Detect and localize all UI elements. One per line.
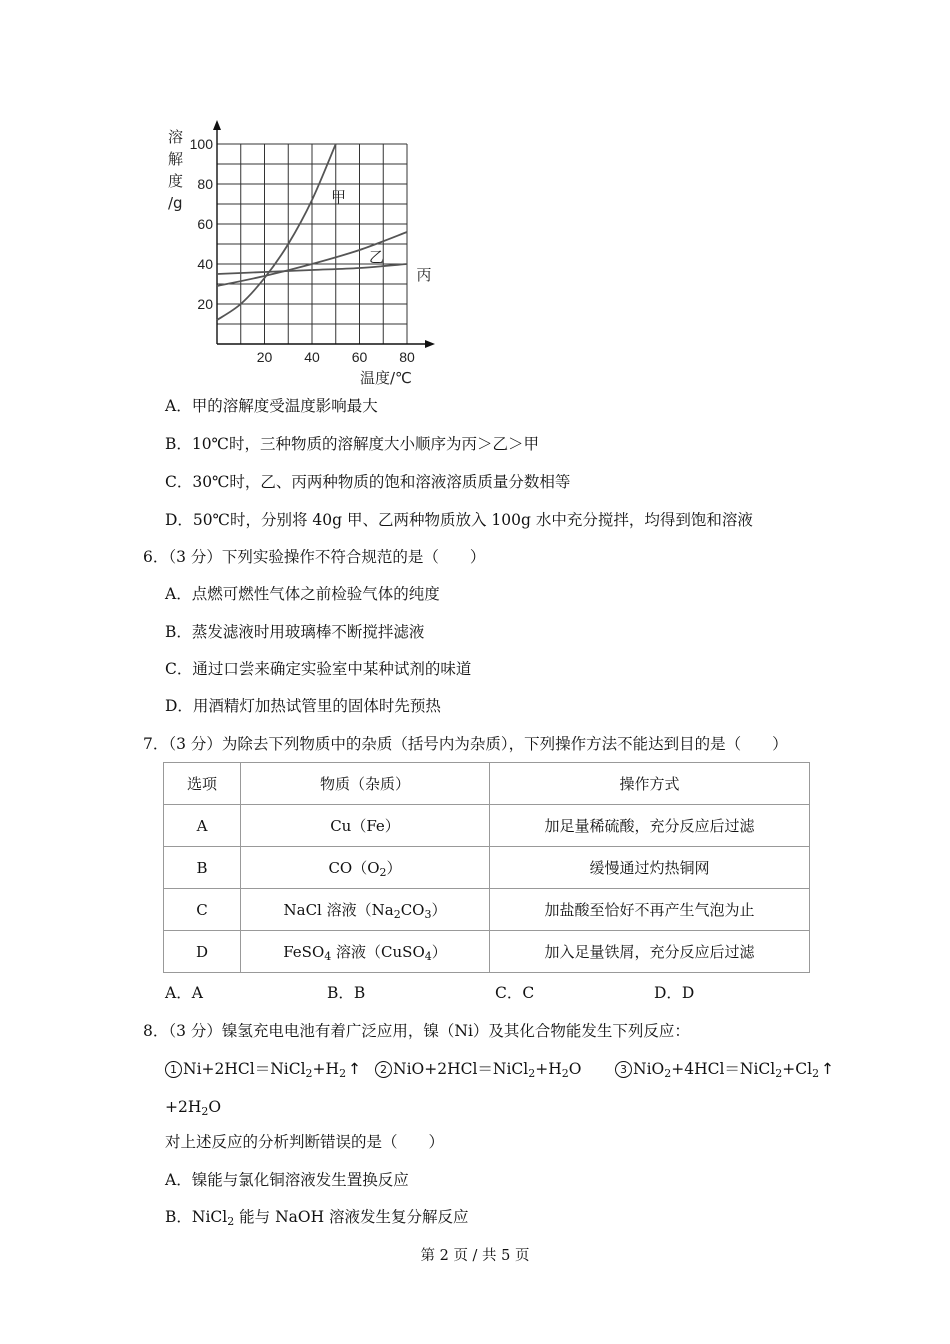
x-tick-label: 60: [351, 349, 368, 365]
q7-answer-a: A．A: [165, 984, 203, 1002]
y-axis-label: [168, 128, 183, 212]
q6-option-d: D．用酒精灯加热试管里的固体时先预热: [165, 697, 441, 715]
table-cell-method: 缓慢通过灼热铜网: [490, 847, 810, 889]
q8-reaction-3: 3 $NiO_2+4HCl=NiCl_2+Cl_2$ ↑: [615, 1059, 834, 1079]
y-axis-arrow-icon: [213, 120, 221, 130]
table-row: [164, 889, 810, 931]
table-cell-method: 加足量稀硫酸，充分反应后过滤: [490, 805, 810, 847]
y-axis-label-char: 解: [168, 150, 184, 168]
circled-number: 3: [615, 1061, 632, 1078]
q7-stem: 7．（3 分）为除去下列物质中的杂质（括号内为杂质），下列操作方法不能达到目的是（ ）: [143, 735, 788, 753]
solubility-chart: [160, 118, 450, 388]
q6-stem: 6．（3 分）下列实验操作不符合规范的是（ ）: [143, 548, 486, 566]
table-row: [164, 805, 810, 847]
q5-option-b: B．10℃时，三种物质的溶解度大小顺序为丙＞乙＞甲: [165, 435, 539, 453]
q7-answer-c: C．C: [495, 984, 535, 1002]
q8-reaction-2: 2 $NiO+2HCl=NiCl_2+H_2O$: [375, 1059, 581, 1079]
series-label: 甲: [331, 188, 347, 206]
y-tick-label: 100: [189, 136, 213, 152]
table-cell-method: 加入足量铁屑，充分反应后过滤: [490, 931, 810, 973]
x-tick-label: 20: [256, 349, 273, 365]
table-header-row: [164, 763, 810, 805]
table-cell-option: C: [164, 889, 241, 931]
gas-arrow-icon: ↑: [821, 1060, 835, 1078]
gas-arrow-icon: ↑: [348, 1060, 362, 1078]
table-header: 选项: [164, 763, 241, 805]
series-label: 乙: [369, 248, 385, 266]
table-header: 操作方式: [490, 763, 810, 805]
q5-option-d: D．50℃时，分别将 40g 甲、乙两种物质放入 100g 水中充分搅拌，均得到饱和溶液: [165, 511, 753, 529]
series-line-甲: [217, 144, 336, 320]
q8-reaction-3-cont: $+2H_2O$: [165, 1098, 222, 1118]
y-axis-label-char: /g: [168, 194, 183, 212]
page-footer: 第 2 页 / 共 5 页: [420, 1248, 530, 1264]
q5-option-a: A．甲的溶解度受温度影响最大: [165, 397, 378, 415]
table-cell-option: A: [164, 805, 241, 847]
y-tick-label: 40: [197, 256, 213, 272]
y-axis-label-char: 溶: [168, 128, 184, 146]
q8-reaction-1: 1 $Ni+2HCl=NiCl_2+H_2$ ↑: [165, 1059, 361, 1079]
circled-number: 1: [165, 1061, 182, 1078]
x-tick-label: 80: [399, 349, 415, 365]
table-cell-substance: Cu（Fe）: [241, 805, 490, 847]
q5-option-c: C．30℃时，乙、丙两种物质的饱和溶液溶质质量分数相等: [165, 473, 571, 491]
series-label: 丙: [416, 266, 432, 284]
q7-answer-b: B．B: [327, 984, 366, 1002]
x-tick-label: 40: [304, 349, 320, 365]
y-tick-label: 80: [197, 176, 213, 192]
q7-table: [163, 762, 810, 973]
q6-option-a: A．点燃可燃性气体之前检验气体的纯度: [165, 585, 440, 603]
table-row: [164, 847, 810, 889]
q8-question: 对上述反应的分析判断错误的是（ ）: [165, 1133, 445, 1151]
q6-option-c: C．通过口尝来确定实验室中某种试剂的味道: [165, 660, 472, 678]
y-tick-label: 60: [197, 216, 213, 232]
table-cell-option: B: [164, 847, 241, 889]
table-cell-option: D: [164, 931, 241, 973]
table-cell-substance: FeSO$_4$ 溶液（CuSO$_4$）: [241, 931, 490, 973]
q6-option-b: B．蒸发滤液时用玻璃棒不断搅拌滤液: [165, 623, 425, 641]
y-axis-label-char: 度: [168, 172, 184, 190]
q7-answer-d: D．D: [654, 984, 695, 1002]
q8-option-b: B．NiCl$_2$ 能与 NaOH 溶液发生复分解反应: [165, 1208, 469, 1228]
y-tick-label: 20: [197, 296, 213, 312]
q8-option-a: A．镍能与氯化铜溶液发生置换反应: [165, 1171, 409, 1189]
x-axis-arrow-icon: [425, 340, 435, 348]
table-cell-method: 加盐酸至恰好不再产生气泡为止: [490, 889, 810, 931]
x-axis-label: 温度/℃: [360, 369, 412, 387]
table-header: 物质（杂质）: [241, 763, 490, 805]
table-cell-substance: NaCl 溶液$(Na_2CO_3)$: [241, 889, 490, 931]
table-row: [164, 931, 810, 973]
table-cell-substance: $CO(O_2)$: [241, 847, 490, 889]
q8-stem: 8．（3 分）镍氢充电电池有着广泛应用，镍（Ni）及其化合物能发生下列反应：: [143, 1022, 690, 1040]
circled-number: 2: [375, 1061, 392, 1078]
